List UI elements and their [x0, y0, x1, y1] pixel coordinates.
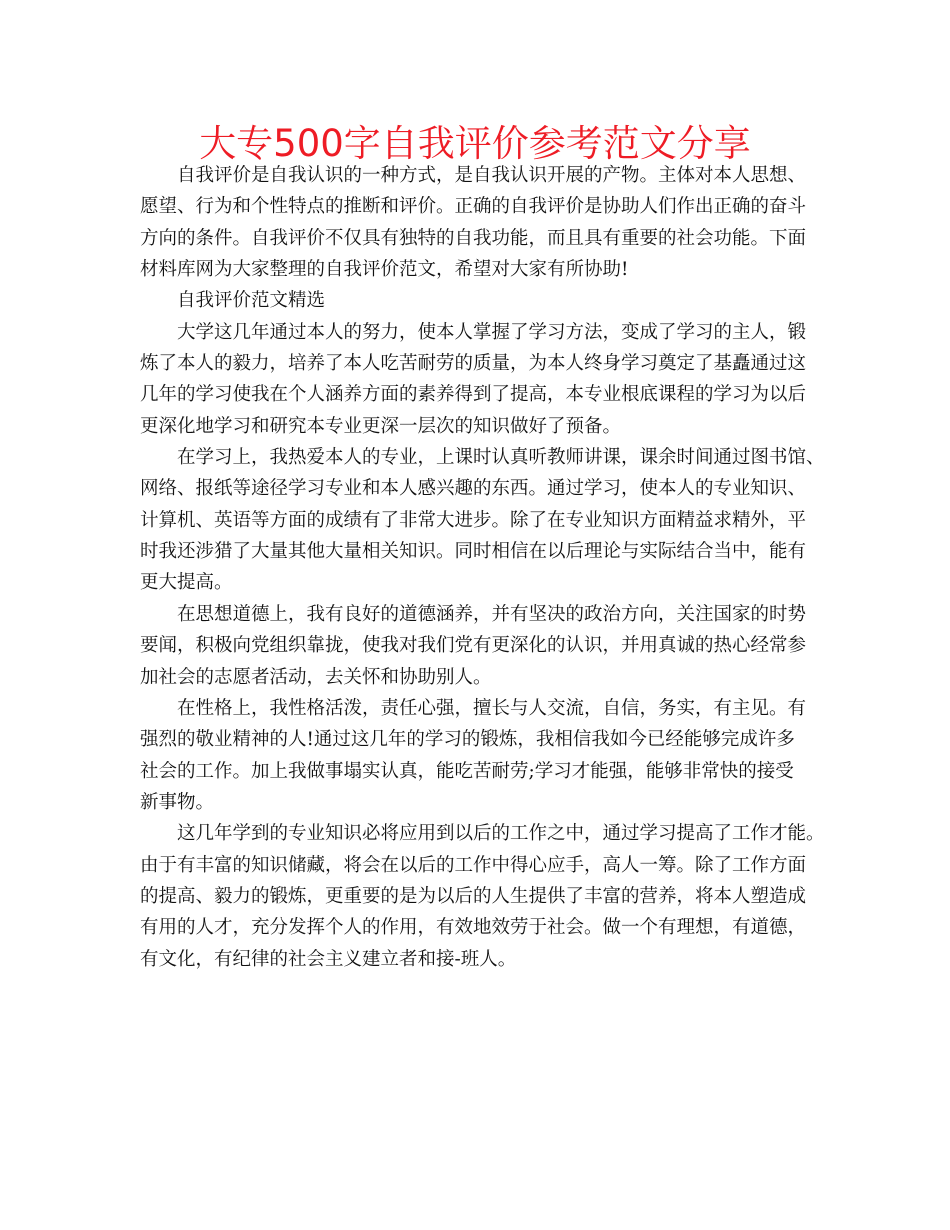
paragraph-line: 强烈的敬业精神的人!通过这几年的学习的锻炼，我相信我如今已经能够完成许多 — [140, 729, 795, 751]
paragraph-line: 更大提高。 — [140, 572, 233, 594]
intro-paragraph — [140, 160, 820, 285]
paragraph-line: 网络、报纸等途径学习专业和本人感兴趣的东西。通过学习，使本人的专业知识、 — [140, 478, 807, 500]
section-heading — [140, 285, 820, 316]
paragraph-line: 新事物。 — [140, 791, 215, 813]
paragraph-line: 加社会的志愿者活动，去关怀和协助别人。 — [140, 666, 492, 688]
paragraph-line: 大学这几年通过本人的努力，使本人掌握了学习方法，变成了学习的主人，锻 — [177, 321, 807, 343]
paragraph-line: 在学习上，我热爱本人的专业，上课时认真听教师讲课，课余时间通过图书馆、 — [177, 447, 825, 469]
section-heading-text: 自我评价范文精选 — [177, 290, 326, 312]
paragraph-line: 这几年学到的专业知识必将应用到以后的工作之中，通过学习提高了工作才能。 — [177, 823, 825, 845]
paragraph-overview — [140, 317, 820, 442]
paragraph-line: 更深化地学习和研究本专业更深一层次的知识做好了预备。 — [140, 415, 622, 437]
paragraph-line: 有用的人才，充分发挥个人的作用，有效地效劳于社会。做一个有理想，有道德， — [140, 917, 807, 939]
document-body — [140, 160, 825, 975]
paragraph-study — [140, 442, 825, 599]
paragraph-conclusion — [140, 818, 825, 975]
paragraph-line: 炼了本人的毅力，培养了本人吃苦耐劳的质量，为本人终身学习奠定了基矗通过这 — [140, 353, 807, 375]
paragraph-line: 时我还涉猎了大量其他大量相关知识。同时相信在以后理论与实际结合当中，能有 — [140, 541, 807, 563]
paragraph-line: 的提高、毅力的锻炼，更重要的是为以后的人生提供了丰富的营养，将本人塑造成 — [140, 885, 807, 907]
paragraph-line: 要闻，积极向党组织靠拢，使我对我们党有更深化的认识，并用真诚的热心经常参 — [140, 635, 807, 657]
paragraph-line: 计算机、英语等方面的成绩有了非常大进步。除了在专业知识方面精益求精外，平 — [140, 509, 807, 531]
paragraph-line: 由于有丰富的知识储藏，将会在以后的工作中得心应手，高人一筹。除了工作方面 — [140, 854, 807, 876]
paragraph-line: 在性格上，我性格活泼，责任心强，擅长与人交流，自信，务实，有主见。有 — [177, 697, 807, 719]
paragraph-line: 几年的学习使我在个人涵养方面的素养得到了提高，本专业根底课程的学习为以后 — [140, 384, 807, 406]
paragraph-line: 材料库网为大家整理的自我评价范文，希望对大家有所协助! — [140, 259, 629, 281]
paragraph-personality — [140, 693, 820, 818]
document-title: 大专500字自我评价参考范文分享 — [199, 122, 751, 165]
paragraph-line: 社会的工作。加上我做事塌实认真，能吃苦耐劳;学习才能强，能够非常快的接受 — [140, 760, 794, 782]
paragraph-line: 愿望、行为和个性特点的推断和评价。正确的自我评价是协助人们作出正确的奋斗 — [140, 196, 807, 218]
paragraph-morality — [140, 599, 820, 693]
paragraph-line: 有文化，有纪律的社会主义建立者和接-班人。 — [140, 948, 517, 970]
paragraph-line: 在思想道德上，我有良好的道德涵养，并有坚决的政治方向，关注国家的时势 — [177, 603, 807, 625]
paragraph-line: 自我评价是自我认识的一种方式，是自我认识开展的产物。主体对本人思想、 — [177, 165, 807, 186]
paragraph-line: 方向的条件。自我评价不仅具有独特的自我功能，而且具有重要的社会功能。下面 — [140, 227, 807, 249]
